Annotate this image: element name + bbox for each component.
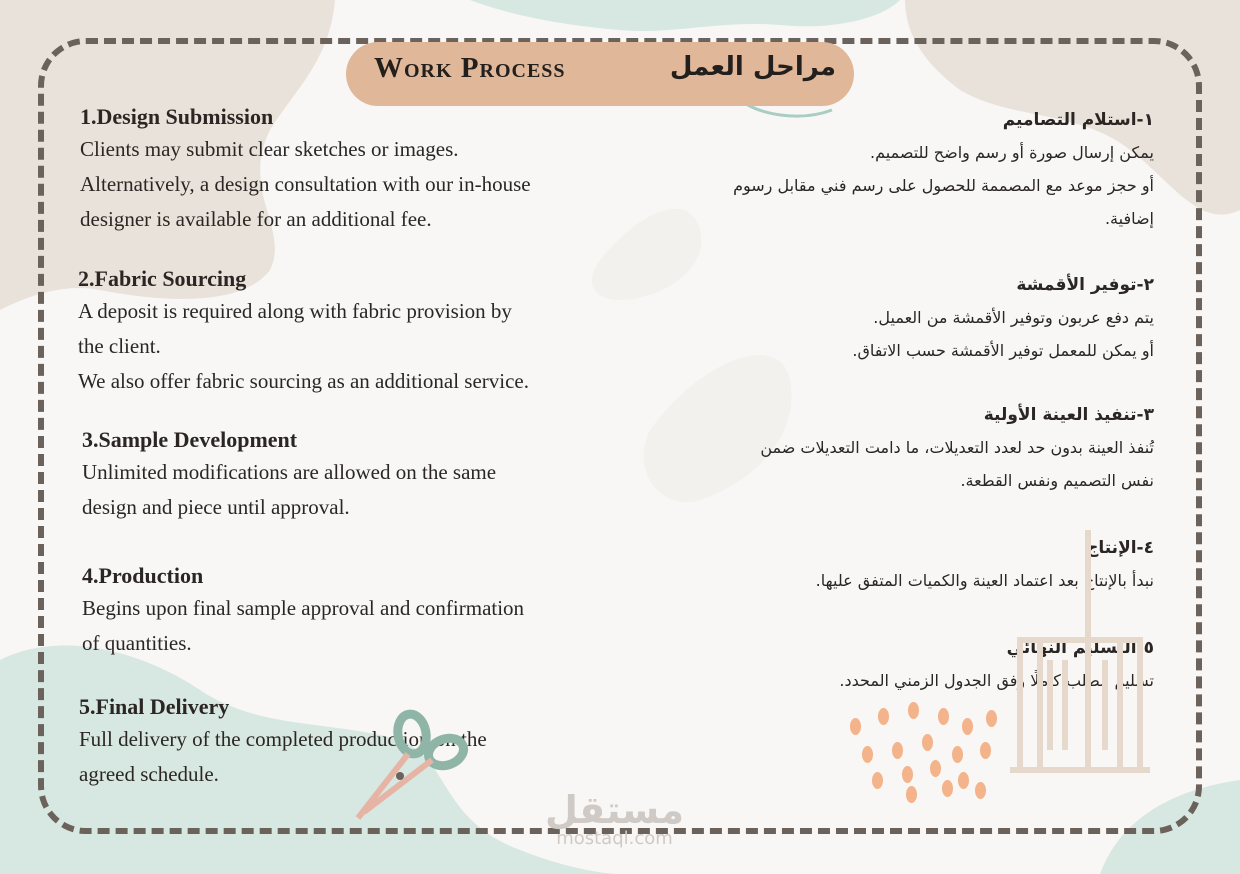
ar-step-line: نفس التصميم ونفس القطعة. xyxy=(960,471,1154,490)
title-arabic: مراحل العمل xyxy=(669,52,836,82)
en-step-heading: 3.Sample Development xyxy=(82,427,298,452)
en-step-4 xyxy=(82,561,642,661)
title-english: Work Process xyxy=(374,52,566,84)
en-step-line: Begins upon final sample approval and confirmation xyxy=(82,596,525,620)
en-step-line: Clients may submit clear sketches or images. xyxy=(80,137,459,161)
en-step-1 xyxy=(80,102,640,237)
en-step-line: designer is available for an additional fee. xyxy=(80,207,432,231)
en-step-heading: 2.Fabric Sourcing xyxy=(78,266,247,291)
en-step-heading: 5.Final Delivery xyxy=(79,694,230,719)
mint-shape-top xyxy=(470,0,900,31)
ar-step-line: تسليم الطلب كاملًا وفق الجدول الزمني المحدد. xyxy=(839,671,1154,690)
en-step-line: of quantities. xyxy=(82,631,192,655)
en-step-line: agreed schedule. xyxy=(79,762,219,786)
sewing-machine-icon xyxy=(1010,530,1150,780)
en-step-heading: 4.Production xyxy=(82,563,204,588)
ar-step-line: إضافية. xyxy=(1104,209,1154,228)
en-step-line: design and piece until approval. xyxy=(82,495,350,519)
en-step-line: Full delivery of the completed production on the xyxy=(79,727,487,751)
ar-step-3 xyxy=(654,399,1154,497)
scissors-icon xyxy=(350,708,470,826)
ar-step-1 xyxy=(654,104,1154,235)
en-step-2 xyxy=(78,264,638,399)
ar-step-line: نبدأ بالإنتاج بعد اعتماد العينة والكميات المتفق عليها. xyxy=(815,571,1154,590)
en-step-line: the client. xyxy=(78,334,161,358)
en-step-line: Alternatively, a design consultation with our in-house xyxy=(80,172,531,196)
ar-step-line: يتم دفع عربون وتوفير الأقمشة من العميل. xyxy=(873,308,1154,327)
ar-step-heading: ٤-الإنتاج xyxy=(1086,538,1154,558)
ar-step-line: يمكن إرسال صورة أو رسم واضح للتصميم. xyxy=(870,143,1154,162)
en-step-3 xyxy=(82,425,642,525)
ar-step-heading: ٣-تنفيذ العينة الأولية xyxy=(983,405,1154,425)
en-step-line: Unlimited modifications are allowed on the same xyxy=(82,460,497,484)
watermark-arabic: مستقل xyxy=(545,788,684,832)
ar-step-heading: ٥-التسليم النهائي xyxy=(1006,638,1154,658)
en-step-line: A deposit is required along with fabric provision by xyxy=(78,299,512,323)
watermark xyxy=(545,790,684,848)
en-step-heading: 1.Design Submission xyxy=(80,104,274,129)
en-step-line: We also offer fabric sourcing as an additional service. xyxy=(78,369,529,393)
ar-step-line: أو يمكن للمعمل توفير الأقمشة حسب الاتفاق. xyxy=(852,341,1154,360)
ar-step-heading: ٢-توفير الأقمشة xyxy=(1016,275,1154,295)
ar-step-2 xyxy=(654,269,1154,367)
ar-step-line: أو حجز موعد مع المصممة للحصول على رسم فني مقابل رسوم xyxy=(733,176,1154,195)
ar-step-heading: ١-استلام التصاميم xyxy=(1002,110,1154,130)
ar-step-line: تُنفذ العينة بدون حد لعدد التعديلات، ما دامت التعديلات ضمن xyxy=(760,438,1154,457)
watermark-url: mostaql.com xyxy=(556,828,673,849)
